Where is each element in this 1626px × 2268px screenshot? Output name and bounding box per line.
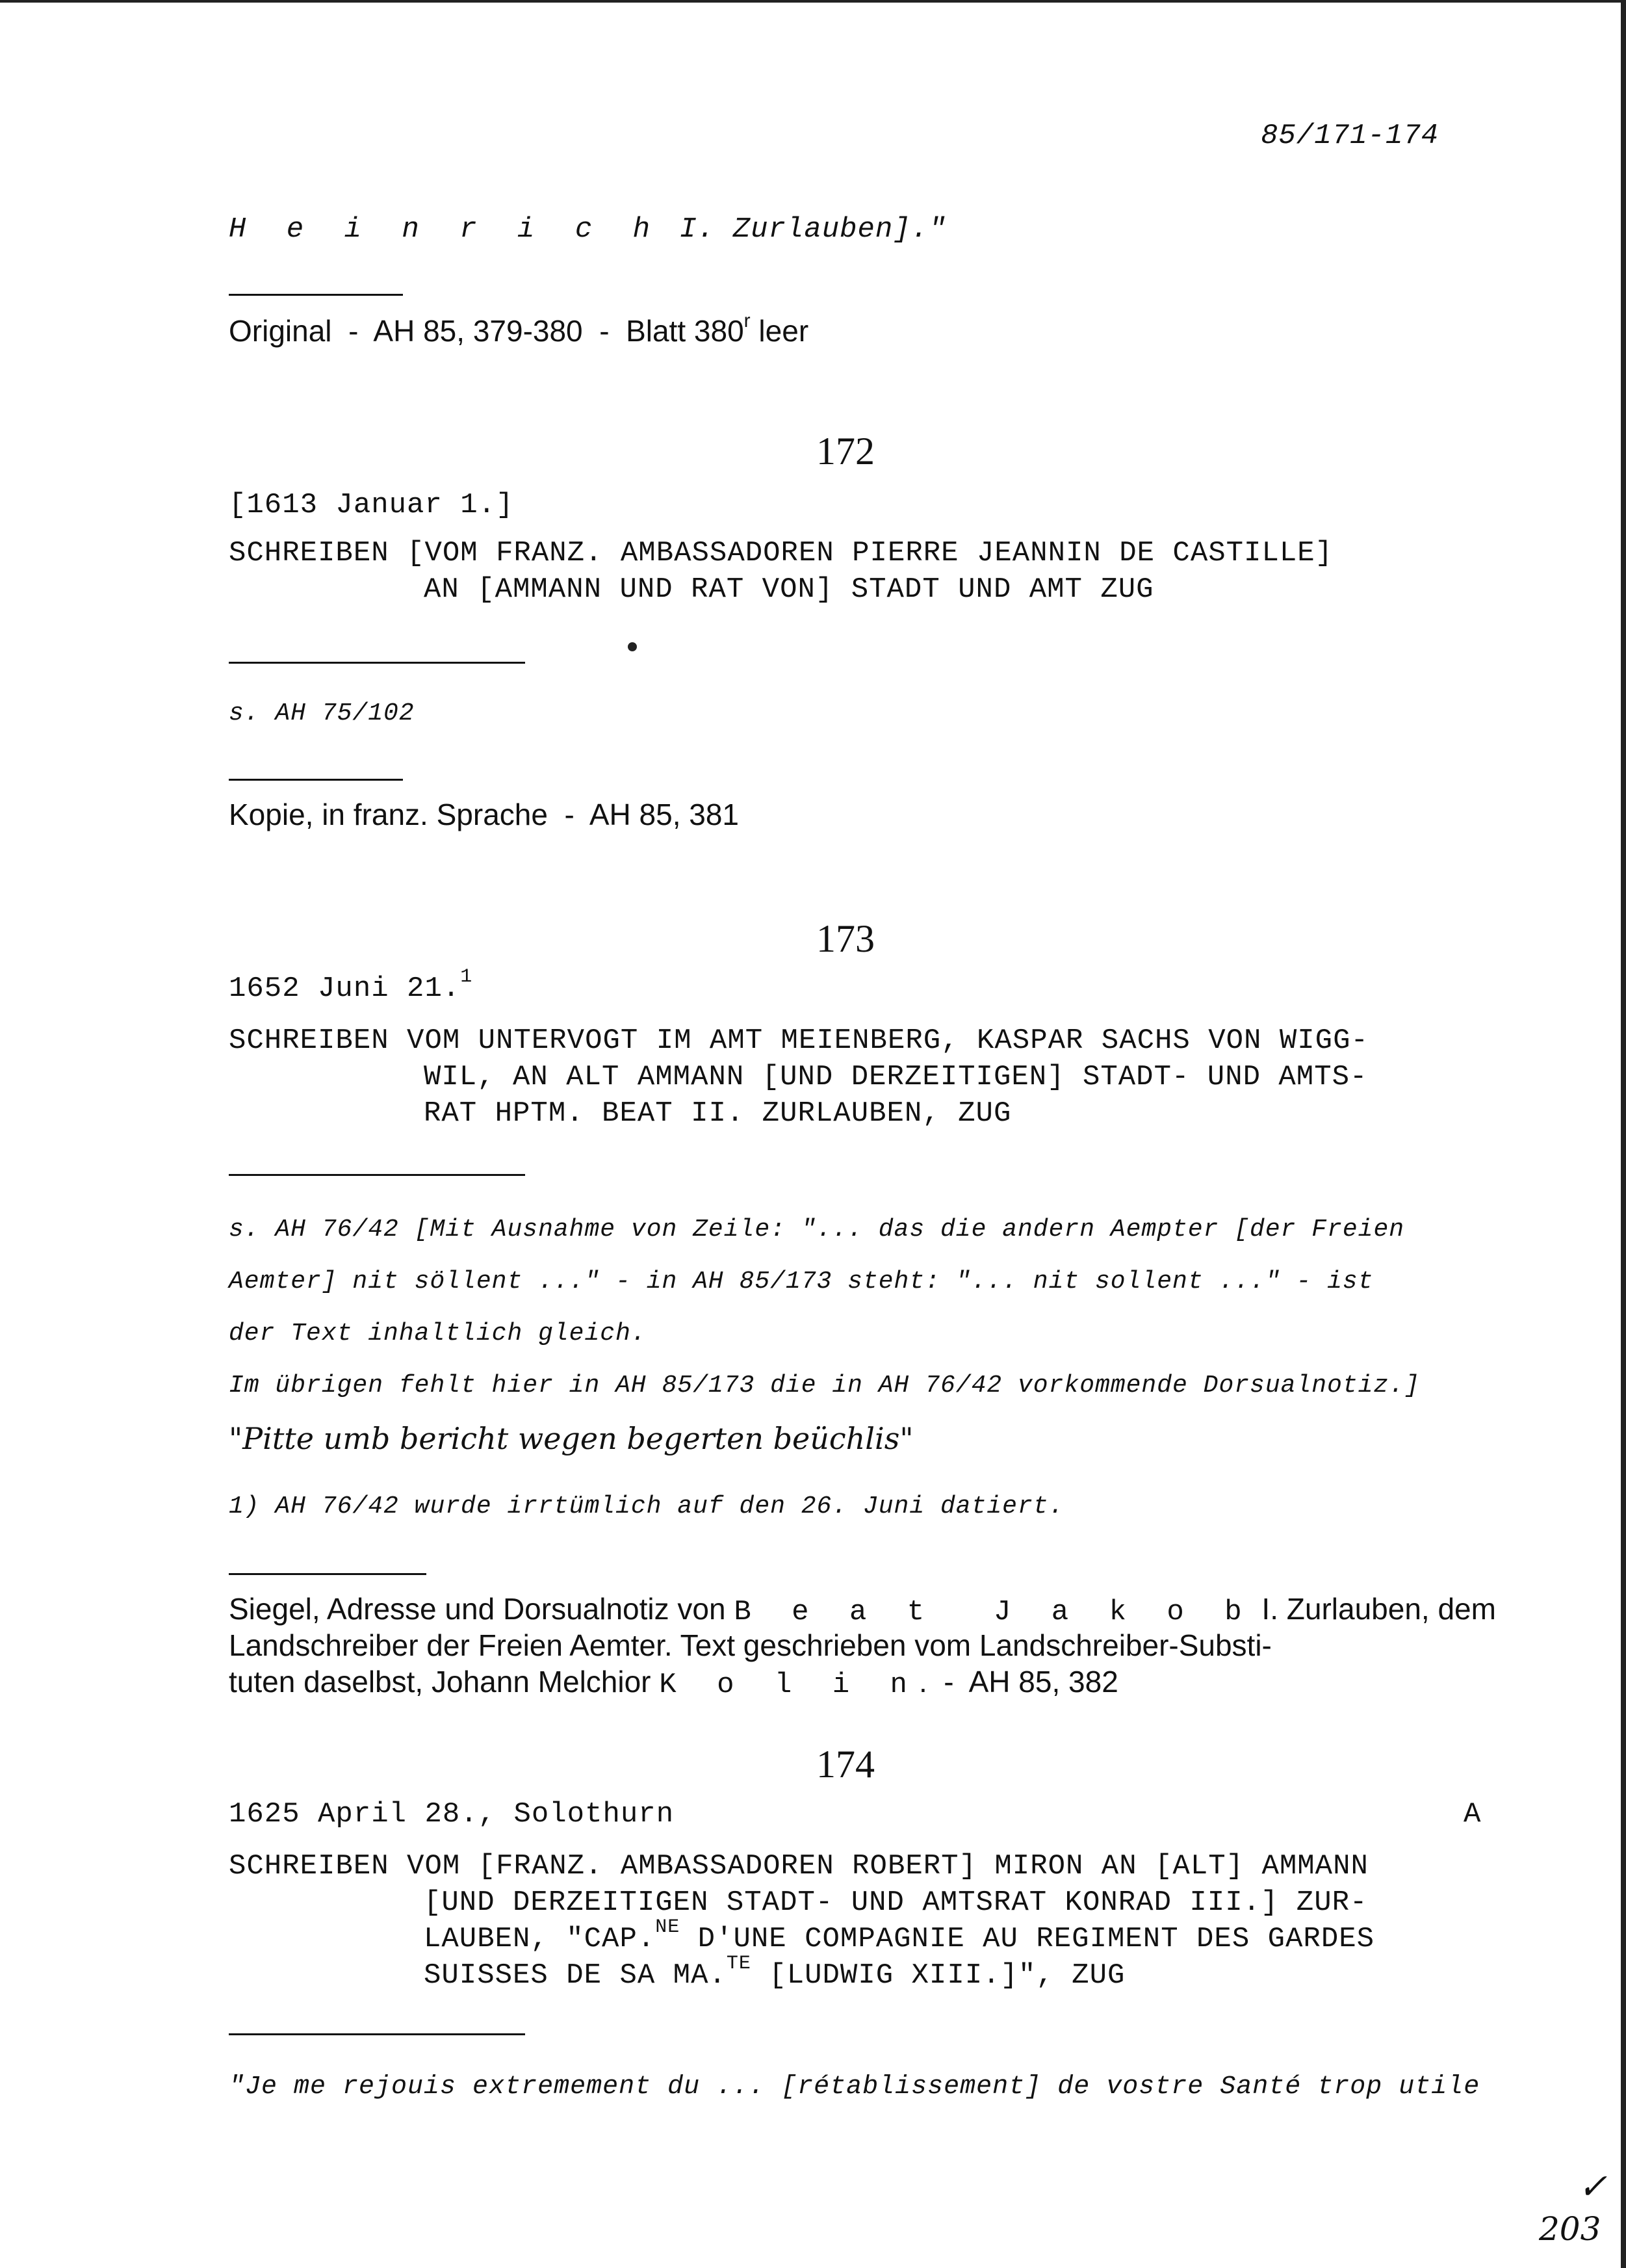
title-text: LAUBEN, "CAP. <box>424 1923 656 1955</box>
entry-173-note-line1: s. AH 76/42 [Mit Ausnahme von Zeile: "... das die andern Aempter [der Freien <box>229 1216 1405 1244</box>
page-top-edge <box>0 0 1626 3</box>
entry-number-174: 174 <box>816 1743 875 1786</box>
signature-rest: I. Zurlauben]." <box>662 213 947 246</box>
page-right-edge <box>1621 0 1626 2268</box>
divider <box>229 2033 525 2035</box>
entry-174-date: 1625 April 28., Solothurn <box>229 1798 675 1831</box>
seal-text-end: I. Zurlauben, dem <box>1253 1592 1496 1626</box>
divider <box>229 779 403 781</box>
divider <box>229 294 403 296</box>
entry-172-copy-note: Kopie, in franz. Sprache - AH 85, 381 <box>229 798 740 831</box>
entry-173-seal-line3 <box>229 1664 1118 1701</box>
entry-172-date: [1613 Januar 1.] <box>229 489 514 521</box>
signature-line <box>229 213 947 246</box>
seal-name: B e a t J a k o b <box>734 1596 1254 1628</box>
footnote-marker: 1 <box>460 966 473 988</box>
signature-name: H e i n r i c h <box>229 213 662 246</box>
original-note-end: leer <box>750 314 809 348</box>
entry-174-title-line2: [UND DERZEITIGEN STADT- UND AMTSRAT KONRAD III.] ZUR- <box>424 1886 1368 1919</box>
entry-173-title-line2: WIL, AN ALT AMMANN [UND DERZEITIGEN] STADT- UND AMTS- <box>424 1061 1368 1093</box>
title-text-end: [LUDWIG XIII.]", ZUG <box>751 1959 1126 1992</box>
divider <box>229 662 525 664</box>
seal-text: tuten daselbst, Johann Melchior <box>229 1665 660 1699</box>
entry-173-date-text: 1652 Juni 21. <box>229 972 461 1005</box>
title-text: SUISSES DE SA MA. <box>424 1959 727 1992</box>
superscript: NE <box>655 1916 680 1938</box>
entry-172-title-line2: AN [AMMANN UND RAT VON] STADT UND AMT ZUG <box>424 573 1154 606</box>
original-note <box>229 310 809 348</box>
entry-174-marker: A <box>1464 1798 1482 1831</box>
entry-174-title-line4 <box>424 1953 1126 1992</box>
title-text-end: D'UNE COMPAGNIE AU REGIMENT DES GARDES <box>680 1923 1375 1955</box>
entry-173-title-line1: SCHREIBEN VOM UNTERVOGT IM AMT MEIENBERG, KASPAR SACHS VON WIGG- <box>229 1024 1369 1057</box>
entry-173-note-line4: Im übrigen fehlt hier in AH 85/173 die in AH 76/42 vorkommende Dorsualnotiz.] <box>229 1372 1420 1400</box>
seal-text: Siegel, Adresse und Dorsualnotiz von <box>229 1592 734 1626</box>
divider <box>229 1174 525 1176</box>
handwritten-page-number: 203 <box>1539 2210 1601 2248</box>
entry-number-173: 173 <box>816 917 875 960</box>
entry-173-title-line3: RAT HPTM. BEAT II. ZURLAUBEN, ZUG <box>424 1097 1012 1130</box>
entry-173-seal-line1 <box>229 1591 1496 1628</box>
entry-number-172: 172 <box>816 430 875 473</box>
check-mark-icon: ✓ <box>1578 2166 1608 2207</box>
entry-173-date <box>229 966 473 1005</box>
entry-172-reference: s. AH 75/102 <box>229 699 415 727</box>
entry-174-title-line3 <box>424 1916 1375 1955</box>
seal-name: K o l i n <box>659 1669 919 1701</box>
superscript: TE <box>726 1953 751 1975</box>
ink-dot <box>628 642 637 651</box>
seal-text-end: . - AH 85, 382 <box>918 1665 1118 1699</box>
page-reference: 85/171-174 <box>1261 120 1439 152</box>
entry-174-quote: "Je me rejouis extremement du ... [rétablissement] de vostre Santé trop utile <box>229 2072 1480 2102</box>
entry-172-title-line1: SCHREIBEN [VOM FRANZ. AMBASSADOREN PIERRE JEANNIN DE CASTILLE] <box>229 537 1334 569</box>
entry-173-seal-line2: Landschreiber der Freien Aemter. Text geschrieben vom Landschreiber-Substi- <box>229 1628 1272 1662</box>
original-note-sup: r <box>743 310 751 332</box>
entry-173-note-line2: Aemter] nit söllent ..." - in AH 85/173 steht: "... nit sollent ..." - ist <box>229 1268 1374 1296</box>
entry-173-footnote: 1) AH 76/42 wurde irrtümlich auf den 26. Juni datiert. <box>229 1492 1065 1520</box>
entry-174-title-line1: SCHREIBEN VOM [FRANZ. AMBASSADOREN ROBERT] MIRON AN [ALT] AMMANN <box>229 1850 1369 1883</box>
divider <box>229 1573 426 1575</box>
entry-173-quote: "Pitte umb bericht wegen begerten beüchlis" <box>229 1421 914 1456</box>
original-note-text: Original - AH 85, 379-380 - Blatt 380 <box>229 314 744 348</box>
entry-173-note-line3: der Text inhaltlich gleich. <box>229 1320 647 1348</box>
